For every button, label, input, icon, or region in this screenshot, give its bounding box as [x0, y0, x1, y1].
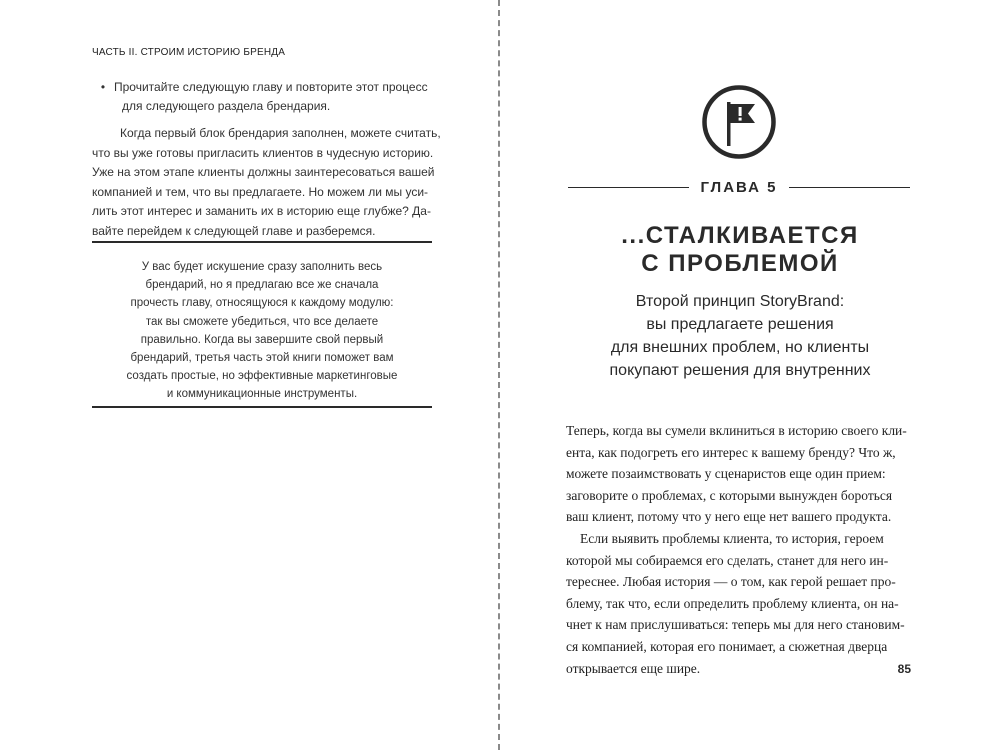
text-line: можете позаимствовать у сценаристов еще один прием: — [566, 466, 886, 482]
chapter-title — [542, 222, 938, 278]
subtitle-line: вы предлагаете решения — [646, 316, 834, 333]
title-line: ...СТАЛКИВАЕТСЯ — [621, 222, 859, 249]
left-page — [0, 0, 497, 750]
callout-top-rule — [92, 241, 432, 243]
chapter-heading — [568, 176, 910, 198]
right-page — [502, 0, 1000, 750]
text-line: Когда первый блок брендария заполнен, можете считать, — [120, 126, 441, 140]
chapter-subtitle — [542, 290, 938, 382]
body-text — [566, 420, 912, 679]
subtitle-line: покупают решения для внутренних — [609, 362, 871, 379]
text-line: брендарий, но я предлагаю все же сначала — [145, 279, 379, 292]
bullet-text: для следующего раздела брендария. — [122, 99, 331, 113]
text-line: тереснее. Любая история — о том, как герой решает про- — [566, 574, 896, 590]
text-line: что вы уже готовы пригласить клиентов в чудесную историю. — [92, 145, 434, 160]
text-line: компанией и тем, что вы предлагаете. Но можем ли мы уси- — [92, 184, 429, 199]
text-line: ся компанией, которая его понимает, а сюжетная дверца — [566, 638, 888, 654]
text-line: Теперь, когда вы сумели вклиниться в историю своего кли- — [566, 423, 907, 438]
callout-bottom-rule — [92, 406, 432, 408]
chapter-label: ГЛАВА 5 — [700, 178, 778, 196]
text-line: Уже на этом этапе клиенты должны заинтересоваться вашей — [92, 165, 435, 180]
text-line: брендарий, третья часть этой книги поможет вам — [130, 352, 394, 365]
title-line: С ПРОБЛЕМОЙ — [641, 250, 839, 277]
text-line: чнет к нам прислушиваться: теперь мы для него становим- — [566, 617, 905, 633]
text-line: ента, как подогреть его интерес к вашему бренду? Что ж, — [566, 444, 896, 460]
subtitle-line: Второй принцип StoryBrand: — [635, 293, 845, 310]
text-line: создать простые, но эффективные маркетинговые — [126, 370, 398, 383]
list-item — [92, 78, 437, 97]
text-line: блему, так что, если определить проблему клиента, он на- — [566, 595, 899, 611]
text-line: заговорите о проблемах, с которыми вынужден бороться — [566, 487, 893, 503]
text-line: лить этот интерес и заманить их в историю еще глубже? Да- — [92, 204, 431, 219]
page-gutter — [498, 0, 500, 750]
bullet-icon: • — [100, 80, 106, 94]
body-paragraph — [92, 124, 441, 242]
text-line: Если выявить проблемы клиента, то история, героем — [580, 530, 884, 546]
subtitle-line: для внешних проблем, но клиенты — [610, 339, 870, 356]
text-line: правильно. Когда вы завершите свой первый — [140, 333, 384, 346]
running-head: ЧАСТЬ II. СТРОИМ ИСТОРИЮ БРЕНДА — [92, 47, 286, 58]
chapter-rule-right — [789, 187, 910, 188]
text-line: и коммуникационные инструменты. — [166, 388, 358, 401]
text-line: которой мы собираемся его сделать, станет для него ин- — [566, 552, 889, 568]
bullet-text: Прочитайте следующую главу и повторите этот процесс — [114, 80, 428, 94]
callout-box — [92, 258, 432, 404]
text-line: так вы сможете убедиться, что все делаете — [145, 315, 379, 328]
page-number: 85 — [897, 662, 911, 676]
text-line: прочесть главу, относящуюся к каждому модулю: — [130, 297, 394, 310]
bullet-list — [92, 78, 437, 116]
chapter-rule-left — [568, 187, 689, 188]
text-line: У вас будет искушение сразу заполнить весь — [141, 261, 383, 273]
text-line: ваш клиент, потому что у него еще нет вашего продукта. — [566, 509, 892, 525]
flag-exclamation-icon — [701, 84, 777, 160]
text-line: вайте перейдем к следующей главе и разберемся. — [92, 223, 376, 238]
text-line: открывается еще шире. — [566, 660, 701, 676]
